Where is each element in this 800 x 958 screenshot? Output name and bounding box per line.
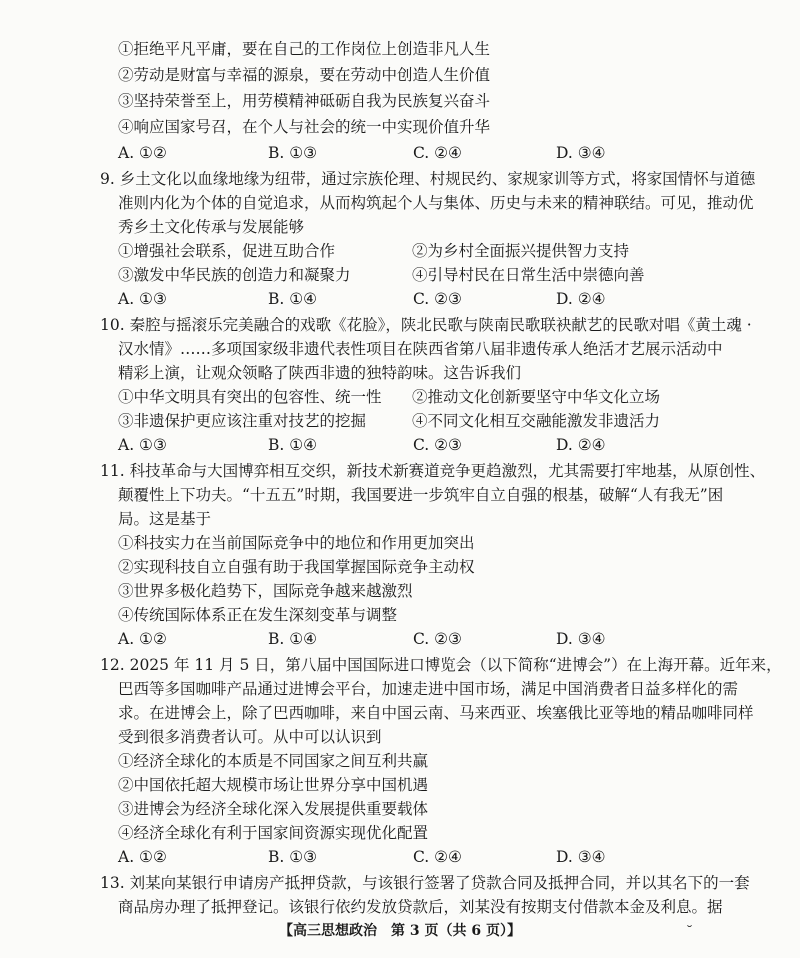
q11-item-2: ②实现科技自立自强有助于我国掌握国际竞争主动权 bbox=[118, 558, 475, 576]
q12-choice-a: A. ①② bbox=[118, 848, 167, 866]
q12-stem-4: 受到很多消费者认可。从中可以认识到 bbox=[118, 728, 382, 746]
q8-item-4: ④响应国家号召，在个人与社会的统一中实现价值升华 bbox=[118, 118, 491, 136]
q10-item-1: ①中华文明具有突出的包容性、统一性 bbox=[118, 388, 382, 406]
q12-choice-b: B. ①③ bbox=[268, 848, 318, 866]
q11-stem-1: 11. 科技革命与大国博弈相互交织，新技术新赛道竞争更趋激烈，尤其需要打牢地基，从原创性、 bbox=[100, 462, 766, 480]
q9-item-3: ③激发中华民族的创造力和凝聚力 bbox=[118, 266, 351, 284]
q8-item-2: ②劳动是财富与幸福的源泉，要在劳动中创造人生价值 bbox=[118, 66, 491, 84]
q13-stem-2: 商品房办理了抵押登记。该银行依约发放贷款后，刘某没有按期支付借款本金及利息。据 bbox=[118, 898, 723, 916]
q11-choice-a: A. ①② bbox=[118, 630, 167, 648]
q9-choice-a: A. ①③ bbox=[118, 290, 167, 308]
q9-choice-b: B. ①④ bbox=[268, 290, 318, 308]
q11-item-3: ③世界多极化趋势下，国际竞争越来越激烈 bbox=[118, 582, 413, 600]
q8-choice-c: C. ②④ bbox=[413, 144, 462, 162]
q8-item-1: ①拒绝平凡平庸，要在自己的工作岗位上创造非凡人生 bbox=[118, 40, 491, 58]
page-footer: 【高三思想政治 第 3 页（共 6 页）】 bbox=[279, 923, 521, 939]
q12-item-2: ②中国依托超大规模市场让世界分享中国机遇 bbox=[118, 776, 429, 794]
q8-item-3: ③坚持荣誉至上，用劳模精神砥砺自我为民族复兴奋斗 bbox=[118, 92, 491, 110]
q10-item-3: ③非遗保护更应该注重对技艺的挖掘 bbox=[118, 412, 367, 430]
q10-stem-3: 精彩上演，让观众领略了陕西非遗的独特韵味。这告诉我们 bbox=[118, 364, 522, 382]
q12-stem-2: 巴西等多国咖啡产品通过进博会平台，加速走进中国市场，满足中国消费者日益多样化的需 bbox=[118, 680, 739, 698]
q10-item-4: ④不同文化相互交融能激发非遗活力 bbox=[412, 412, 661, 430]
q11-item-1: ①科技实力在当前国际竞争中的地位和作用更加突出 bbox=[118, 534, 475, 552]
q9-choice-c: C. ②③ bbox=[413, 290, 462, 308]
q12-item-3: ③进博会为经济全球化深入发展提供重要载体 bbox=[118, 800, 429, 818]
q10-stem-2: 汉水情》……多项国家级非遗代表性项目在陕西省第八届非遗传承人绝活才艺展示活动中 bbox=[118, 340, 723, 358]
q12-item-4: ④经济全球化有利于国家间资源实现优化配置 bbox=[118, 824, 429, 842]
q12-item-1: ①经济全球化的本质是不同国家之间互利共赢 bbox=[118, 752, 429, 770]
q8-choice-b: B. ①③ bbox=[268, 144, 318, 162]
q11-stem-2: 颠覆性上下功夫。“十五五”时期，我国要进一步筑牢自立自强的根基，破解“人有我无”困 bbox=[118, 486, 724, 504]
q12-stem-3: 求。在进博会上，除了巴西咖啡，来自中国云南、马来西亚、埃塞俄比亚等地的精品咖啡同样 bbox=[118, 704, 754, 722]
q9-stem-3: 秀乡土文化传承与发展能够 bbox=[118, 218, 305, 236]
q11-stem-3: 局。这是基于 bbox=[118, 510, 212, 528]
q9-item-4: ④引导村民在日常生活中崇德向善 bbox=[412, 266, 645, 284]
q9-choice-d: D. ②④ bbox=[556, 290, 606, 308]
q10-choice-c: C. ②③ bbox=[413, 436, 462, 454]
q9-stem-1: 9. 乡土文化以血缘地缘为纽带，通过宗族伦理、村规民约、家规家训等方式，将家国情怀与道德 bbox=[100, 170, 756, 188]
q10-item-2: ②推动文化创新要坚守中华文化立场 bbox=[412, 388, 661, 406]
q10-choice-d: D. ②④ bbox=[556, 436, 606, 454]
q11-choice-d: D. ③④ bbox=[556, 630, 606, 648]
q8-choice-a: A. ①② bbox=[118, 144, 167, 162]
q13-stem-1: 13. 刘某向某银行申请房产抵押贷款，与该银行签署了贷款合同及抵押合同，并以其名下的一套 bbox=[100, 874, 750, 892]
q9-stem-2: 准则内化为个体的自觉追求，从而构筑起个人与集体、历史与未来的精神联结。可见，推动优 bbox=[118, 194, 754, 212]
corner-mark: ˘ bbox=[686, 924, 693, 940]
q9-item-2: ②为乡村全面振兴提供智力支持 bbox=[412, 242, 630, 260]
q9-item-1: ①增强社会联系，促进互助合作 bbox=[118, 242, 336, 260]
q11-item-4: ④传统国际体系正在发生深刻变革与调整 bbox=[118, 606, 398, 624]
q8-choice-d: D. ③④ bbox=[556, 144, 606, 162]
q12-stem-1: 12. 2025 年 11 月 5 日，第八届中国国际进口博览会（以下简称“进博会”）在上海开幕。近年来， bbox=[100, 656, 782, 674]
q10-choice-a: A. ①③ bbox=[118, 436, 167, 454]
q12-choice-c: C. ②④ bbox=[413, 848, 462, 866]
q10-stem-1: 10. 秦腔与摇滚乐完美融合的戏歌《花脸》，陕北民歌与陕南民歌联袂献艺的民歌对唱《黄土魂 · bbox=[100, 316, 752, 334]
q10-choice-b: B. ①④ bbox=[268, 436, 318, 454]
q11-choice-c: C. ②③ bbox=[413, 630, 462, 648]
q11-choice-b: B. ①④ bbox=[268, 630, 318, 648]
q12-choice-d: D. ③④ bbox=[556, 848, 606, 866]
